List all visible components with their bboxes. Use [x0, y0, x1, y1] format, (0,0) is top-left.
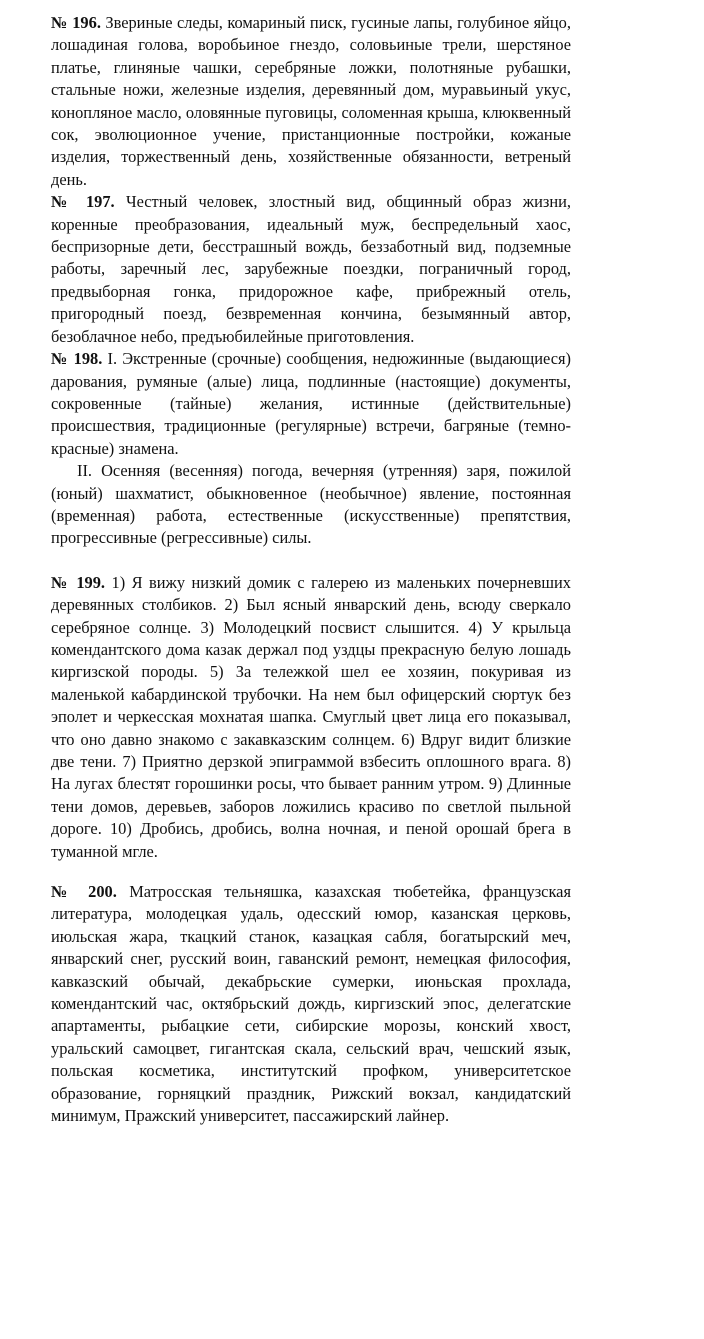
exercise-text: Звериные следы, комариный писк, гусиные лапы, голубиное яйцо, лошадиная голова, воробьиное гнездо, соловьиные трели, шерстяное платье, глиняные чашки, серебряные ложки, полотняные рубашки, стальные ножи, железные изделия, деревянный дом, муравьиный укус, конопляное масло, оловянные пуговицы, соломенная крыша, клюквенный сок, эволюционное учение, пристанционные постройки, кожаные изделия, торжественный день, хозяйственные обязанности, ветреный день. — [51, 13, 571, 189]
exercise-paragraph — [51, 348, 571, 460]
document-page — [51, 12, 571, 1128]
exercise-text: 1) Я вижу низкий домик с галерею из маленьких почерневших деревянных столбиков. 2) Был ясный январский день, всюду сверкало серебряное солнце. 3) Молодецкий посвист слышится. 4) У крыльца комендантского дома казак держал под уздцы прекрасную белую лошадь киргизской породы. 5) За тележкой шел ее хозяин, покуривая из маленькой кабардинской трубочки. На нем был офицерский сюртук без эполет и черкесская мохнатая шапка. Смуглый цвет лица его показывал, что оно давно знакомо с закавказским солнцем. 6) Вдруг видит близкие две тени. 7) Приятно дерзкой эпиграммой взбесить оплошного врага. 8) На лугах блестят горошинки росы, что бывает ранним утром. 9) Длинные тени домов, деревьев, заборов ложились красиво по светлой пыльной дороге. 10) Дробись, дробись, волна ночная, и пеной орошай брега в туманной мгле. — [51, 572, 571, 861]
exercise-196 — [51, 12, 571, 191]
exercise-number: № 196. — [51, 13, 101, 32]
exercise-197 — [51, 191, 571, 348]
exercise-number: № 198. — [51, 349, 103, 369]
exercise-paragraph — [51, 881, 571, 1127]
exercise-text: II. Осенняя (весенняя) погода, вечерняя (утренняя) заря, пожилой (юный) шахматист, обыкновенное (необычное) явление, постоянная (временная) работа, естественные (искусственные) препятствия, прогрессивные (регрессивные) силы. — [51, 461, 571, 548]
exercise-text: I. Экстренные (срочные) сообщения, недюжинные (выдающиеся) дарования, румяные (алые) лица, подлинные (настоящие) документы, сокровенные (тайные) желания, истинные (действительные) происшествия, традиционные (регулярные) встречи, багряные (темно-красные) знамена. — [51, 349, 571, 458]
exercise-paragraph — [51, 191, 571, 348]
exercise-paragraph — [51, 460, 571, 550]
exercise-199 — [51, 572, 571, 863]
exercise-paragraph — [51, 572, 571, 863]
exercise-200 — [51, 881, 571, 1127]
exercise-number: № 199. — [51, 572, 106, 592]
exercise-number: № 200. — [51, 882, 117, 902]
exercise-198 — [51, 348, 571, 550]
exercise-text: Матросская тельняшка, казахская тюбетейка, французская литература, молодецкая удаль, одесский юмор, казанская церковь, июльская жара, ткацкий станок, казацкая сабля, богатырский меч, январский снег, русский воин, гаванский ремонт, немецкая философия, кавказский обычай, декабрьские сумерки, июньская прохлада, комендантский час, октябрьский дождь, киргизский эпос, делегатские апартаменты, рыбацкие сети, сибирские морозы, конский хвост, уральский самоцвет, гигантская скала, сельский врач, чешский язык, польская косметика, институтский профком, университетское образование, горняцкий праздник, Рижский вокзал, кандидатский минимум, Пражский университет, пассажирский лайнер. — [51, 882, 571, 1126]
exercise-number: № 197. — [51, 192, 115, 212]
exercise-text: Честный человек, злостный вид, общинный образ жизни, коренные преобразования, идеальный муж, беспредельный хаос, беспризорные дети, бесстрашный вождь, беззаботный вид, подземные работы, заречный лес, зарубежные поездки, пограничный город, предвыборная гонка, придорожное кафе, прибрежный отель, пригородный поезд, безвременная кончина, безымянный автор, безоблачное небо, предъюбилейные приготовления. — [51, 192, 571, 346]
exercise-paragraph — [51, 12, 571, 191]
